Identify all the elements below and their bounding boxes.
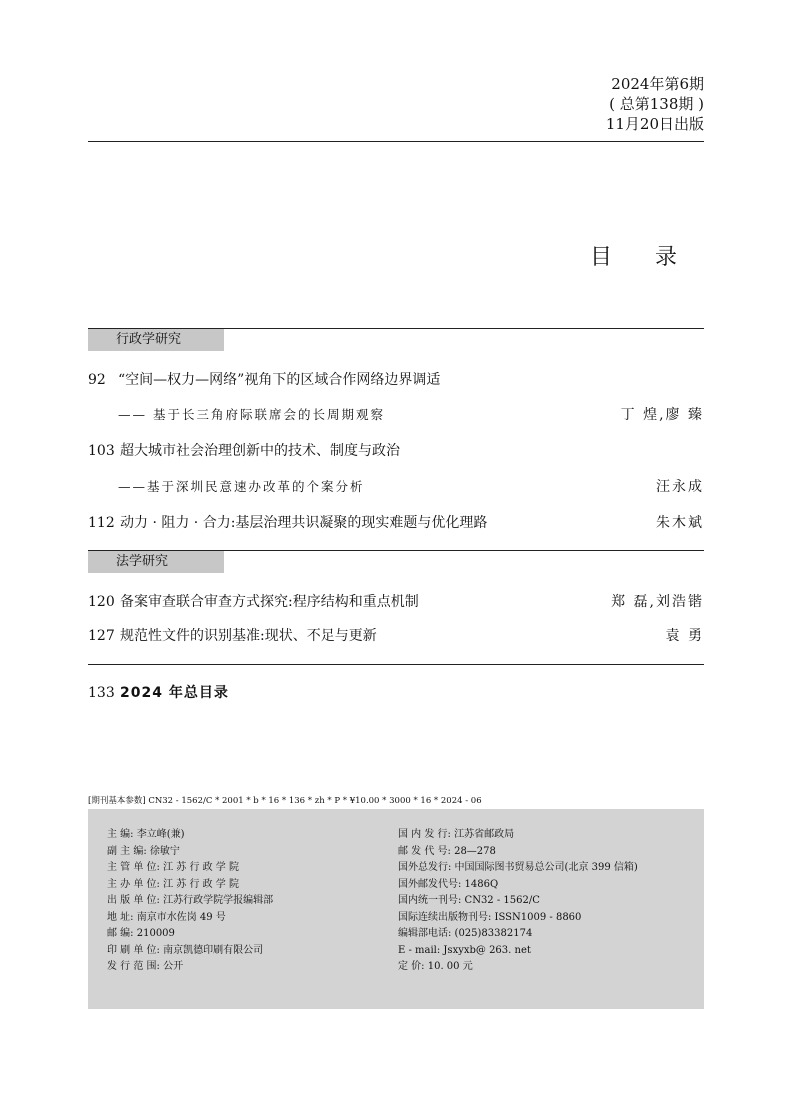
journal-parameters: [期刊基本参数] CN32 - 1562/C * 2001 * b * 16 * 136 * zh * P * ¥10.00 * 3000 * 16 * 2024 - 06 [88,796,482,806]
publication-info-box [88,809,704,1009]
info-item: 国 内 发 行: 江苏省邮政局 [398,829,515,840]
info-item: 邮 编: 210009 [107,928,175,939]
info-item: 国外总发行: 中国国际图书贸易总公司(北京 399 信箱) [398,862,638,873]
entry-subtitle: ——基于深圳民意速办改革的个案分析 [118,479,365,494]
entry-author: 汪永成 [656,479,704,495]
toc-entry[interactable] [88,370,704,390]
toc-entry[interactable] [88,513,704,533]
info-item: 主 办 单 位: 江 苏 行 政 学 院 [107,878,239,890]
entry-page: 133 [88,685,115,701]
info-right-column [398,827,638,976]
entry-title: 动力 · 阻力 · 合力:基层治理共识凝聚的现实难题与优化理路 [120,515,488,531]
issue-total: ( 总第138期 ) [609,95,704,113]
entry-page: 103 [88,443,115,459]
entry-author: 郑 磊,刘浩锴 [611,594,704,610]
entry-title: 规范性文件的识别基准:现状、不足与更新 [120,628,377,644]
entry-page: 92 [88,372,106,388]
info-item: 邮 发 代 号: 28—278 [398,845,496,857]
entry-title: 2024 年总目录 [120,685,229,701]
email-link[interactable]: E - mail: Jsxyxb@ 263. net [398,944,531,956]
toc-entry-annual-index[interactable] [88,683,704,703]
toc-entry-subtitle-row [88,477,704,497]
entry-page: 127 [88,628,115,644]
publish-date: 11月20日出版 [605,115,704,133]
entry-page: 120 [88,594,115,610]
toc-entry[interactable] [88,592,704,612]
section-label-law: 法学研究 [88,551,224,573]
info-item: 国内统一刊号: CN32 - 1562/C [398,895,540,906]
info-left-column [107,827,273,976]
entry-page: 112 [88,515,115,531]
page-title: 目 录 [590,245,695,270]
info-item: 国际连续出版物刊号: ISSN1009 - 8860 [398,911,582,923]
entry-title: “空间—权力—网络”视角下的区域合作网络边界调适 [118,372,441,388]
issue-number: 2024年第6期 [611,75,704,93]
entry-title: 备案审查联合审查方式探究:程序结构和重点机制 [120,594,419,610]
issue-info [540,74,704,134]
entry-author: 丁 煌,廖 臻 [620,407,704,423]
toc-entry[interactable] [88,626,704,646]
section-end-rule [88,664,704,665]
info-item: 国外邮发代号: 1486Q [398,878,499,890]
section-label-admin: 行政学研究 [88,329,224,351]
entry-author: 袁 勇 [665,628,704,644]
info-item: 定 价: 10. 00 元 [398,961,473,972]
info-item: 主 编: 李立峰(兼) [107,829,185,840]
entry-title: 超大城市社会治理创新中的技术、制度与政治 [120,443,400,459]
info-item: 地 址: 南京市水佐岗 49 号 [107,911,226,923]
info-item: 编辑部电话: (025)83382174 [398,928,533,939]
toc-entry-subtitle-row [88,405,704,425]
entry-subtitle: —— 基于长三角府际联席会的长周期观察 [118,407,385,422]
toc-entry[interactable] [88,441,704,461]
header-rule [88,141,704,142]
info-item: 发 行 范 围: 公开 [107,961,184,972]
entry-author: 朱木斌 [656,515,704,531]
info-item: 印 刷 单 位: 南京凯德印刷有限公司 [107,944,264,956]
info-item: 主 管 单 位: 江 苏 行 政 学 院 [107,862,239,873]
info-item: 副 主 编: 徐敏宁 [107,845,180,857]
info-item: 出 版 单 位: 江苏行政学院学报编辑部 [107,895,274,906]
